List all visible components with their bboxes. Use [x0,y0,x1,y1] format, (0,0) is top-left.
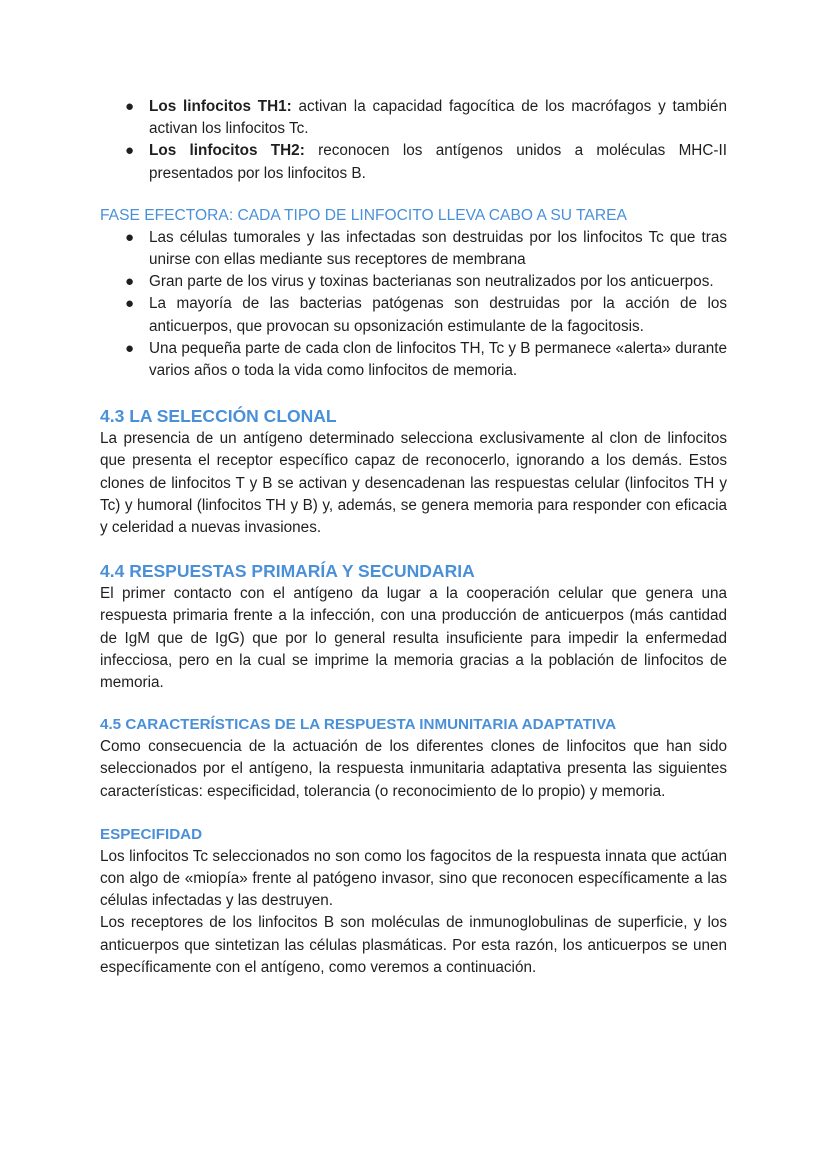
item-term: Los linfocitos TH1: [149,98,292,115]
respuestas-body: El primer contacto con el antígeno da lugar a la cooperación celular que genera una respuesta primaria frente a la infección, con una producción de anticuerpos (más cantidad de IgM que de IgG) que por lo general resulta insuficiente para impedir la enfermedad infecciosa, pero en la cual se imprime la memoria gracias a la población de linfocitos de memoria. [100,585,727,692]
fase-efectora-heading: FASE EFECTORA: CADA TIPO DE LINFOCITO LLEVA CABO A SU TAREA [100,206,627,224]
bullet-dot-icon: ● [125,98,135,115]
caracteristicas-body: Como consecuencia de la actuación de los diferentes clones de linfocitos que han sido seleccionados por el antígeno, la respuesta inmunitaria adaptativa presenta las siguientes características: especificidad, tolerancia (o reconocimiento de lo propio) y memoria. [100,738,727,800]
item-text: Gran parte de los virus y toxinas bacterianas son neutralizados por los anticuerpos. [149,273,714,291]
bullet-dot-icon: ● [125,228,135,246]
seleccion-clonal-body: La presencia de un antígeno determinado selecciona exclusivamente al clon de linfocitos que presenta el receptor específico capaz de reconocerlo, ignorando a los demás. Estos clones de linfocitos T y B se activan y desencadenan las respuestas celular (linfocitos TH y Tc) y humoral (linfocitos TH y B) y, además, se genera memoria para responder con eficacia y celeridad a nuevas invasiones. [100,430,727,537]
document-page [100,96,727,979]
th-bullet-list [100,96,727,185]
bullet-dot-icon: ● [125,295,135,313]
bullet-dot-icon: ● [125,273,135,291]
caracteristicas-heading: 4.5 CARACTERÍSTICAS DE LA RESPUESTA INMUNITARIA ADAPTATIVA [100,716,617,734]
list-item [100,293,727,337]
item-text: activan la capacidad fagocítica de los macrófagos y también activan los linfocitos Tc. [149,98,727,138]
item-term: Los linfocitos TH2: [149,142,305,160]
item-text: Una pequeña parte de cada clon de linfocitos TH, Tc y B permanece «alerta» durante varios años o toda la vida como linfocitos de memoria. [149,339,727,380]
list-item [100,140,727,184]
list-item [100,227,727,271]
seleccion-clonal-heading: 4.3 LA SELECCIÓN CLONAL [100,406,337,427]
list-item [100,96,727,140]
especificidad-body-1: Los linfocitos Tc seleccionados no son como los fagocitos de la respuesta innata que actúan con algo de «miopía» frente al patógeno invasor, sino que reconocen específicamente a las células infectadas y las destruyen. [100,847,727,910]
item-text: La mayoría de las bacterias patógenas son destruidas por la acción de los anticuerpos, que provocan su opsonización estimulante de la fagocitosis. [149,295,727,335]
list-item [100,338,727,382]
respuestas-heading: 4.4 RESPUESTAS PRIMARÍA Y SECUNDARIA [100,561,475,582]
especificidad-heading: ESPECIFIDAD [100,825,203,843]
list-item [100,271,727,293]
item-text: Las células tumorales y las infectadas son destruidas por los linfocitos Tc que tras unirse con ellas mediante sus receptores de membrana [149,228,727,269]
item-text: reconocen los antígenos unidos a moléculas MHC-II presentados por los linfocitos B. [149,142,727,182]
especificidad-body-2: Los receptores de los linfocitos B son moléculas de inmunoglobulinas de superficie, y los anticuerpos que sintetizan las células plasmáticas. Por esta razón, los anticuerpos se unen específicamente con el antígeno, como veremos a continuación. [100,914,727,976]
bullet-dot-icon: ● [125,339,135,357]
bullet-dot-icon: ● [125,142,135,160]
fase-efectora-list [100,227,727,382]
